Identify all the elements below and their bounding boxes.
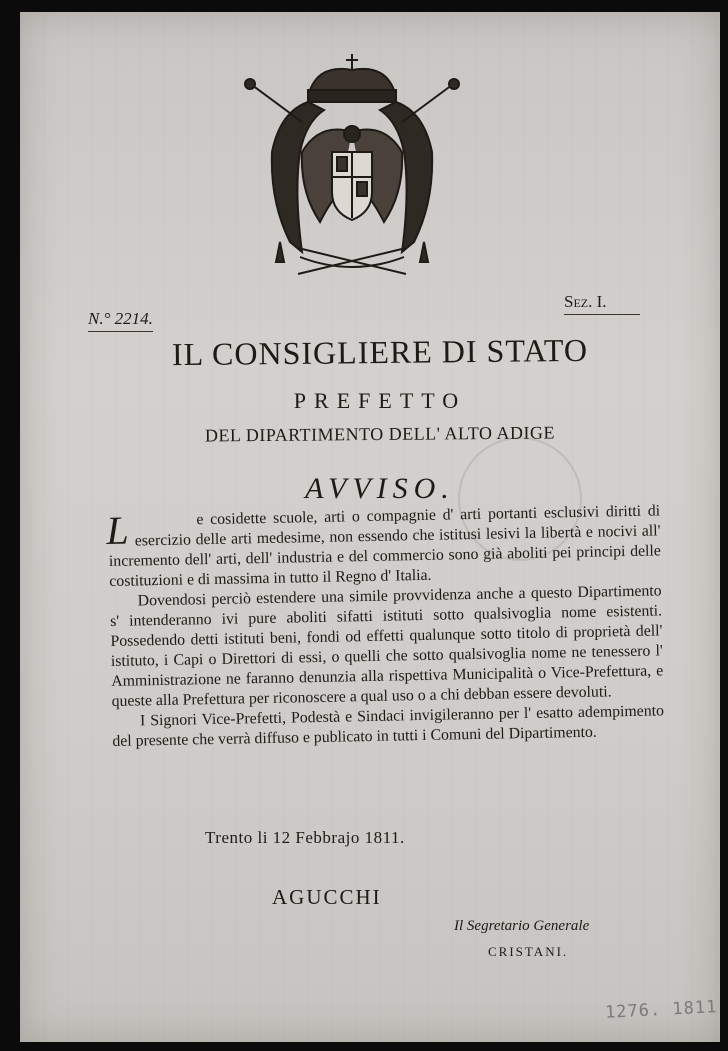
- paragraph: [105, 501, 662, 592]
- paragraph-text: e cosidette scuole, arti o compagnie d' arti portanti esclusivi diritti di esercizio delle arti medesime, non essendo che istitusi lesivi la libertà e nocivi all' incremento dell' arti, dell' industria e del commercio sono già aboliti pei principi delle costituzioni e di massima in tutto il Regno d' Italia.: [108, 502, 662, 590]
- paragraph: I Signori Vice-Prefetti, Podestà e Sindaci invigileranno per l' esatto adempimento del presente che verrà diffuso e publicato in tutti i Comuni del Dipartimento.: [112, 702, 665, 750]
- paragraph: Dovendosi perciò estendere una simile provvidenza anche a questo Dipartimento s' intenderanno ivi pure aboliti sifatti istituti sotto qualsivoglia nome esistenti. Possedendo detti istituti beni, fondi od effetti qualunque sotto titolo di proprietà dell' istituto, i Capi o Direttori di essi, o quelli che sotto qualsivoglia nome ne tenessero l' Amministrazione ne faranno denunzia alla rispettiva Municipalità o Vice-Prefettura, e queste alla Prefettura per riconoscere a qual uso o a chi debban essere devoluti.: [109, 582, 664, 710]
- archive-mark: 1276. 1811: [604, 997, 718, 1023]
- secretary-name: CRISTANI.: [488, 944, 569, 959]
- dateline: Trento li 12 Febbrajo 1811.: [205, 828, 405, 847]
- page-title: IL CONSIGLIERE DI STATO: [171, 331, 589, 373]
- page-subtitle: PREFETTO: [293, 388, 467, 413]
- notice-heading: AVVISO.: [305, 472, 455, 505]
- department-line: DEL DIPARTIMENTO DELL' ALTO ADIGE: [204, 422, 556, 446]
- secretary-title: Il Segretario Generale: [454, 918, 590, 934]
- notice-body: [105, 501, 665, 752]
- signer-name: AGUCCHI: [272, 885, 382, 909]
- drop-cap: L: [105, 507, 130, 554]
- document-number: N.° 2214.: [88, 309, 153, 332]
- section-label: Sez. I.: [564, 292, 640, 315]
- document-sheet: [20, 12, 720, 1042]
- coat-of-arms-icon: [240, 52, 460, 282]
